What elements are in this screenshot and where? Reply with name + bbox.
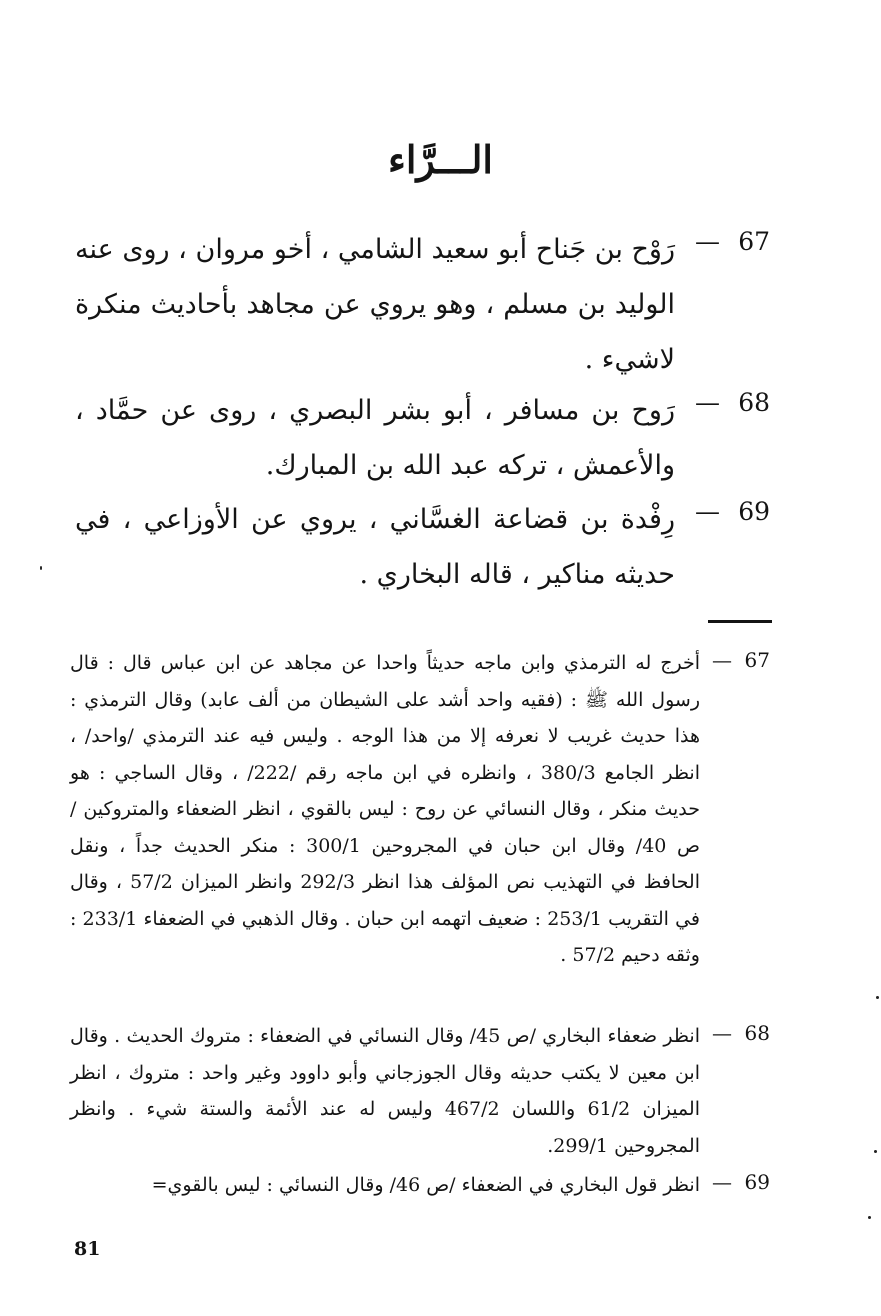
- entry-text: رَوح بن مسافر ، أبو بشر البصري ، روى عن حمَّاد ، والأعمش ، تركه عبد الله بن المبارك.: [75, 395, 675, 481]
- footnote: [70, 1167, 770, 1207]
- entry-text: رَوْح بن جَناح أبو سعيد الشامي ، أخو مروان ، روى عنه الوليد بن مسلم ، وهو يروي عن مجاهد بأحاديث منكرة لاشيء .: [75, 234, 675, 375]
- footnote-text: انظر قول البخاري في الضعفاء /ص 46/ وقال النسائي : ليس بالقوي=: [151, 1174, 700, 1196]
- entry-dash: —: [695, 497, 720, 526]
- footnote-dash: —: [712, 1170, 732, 1194]
- footnote-dash: —: [712, 1021, 732, 1045]
- entry-number: 68: [738, 388, 770, 417]
- page-number: 81: [74, 1238, 101, 1260]
- footnote: [70, 645, 770, 1020]
- entry: [70, 222, 770, 392]
- footnote-number: 69: [744, 1170, 770, 1194]
- scan-speck: [40, 566, 42, 570]
- footnote-separator: [708, 620, 772, 623]
- footnote-number: 67: [744, 648, 770, 672]
- scan-speck: [876, 996, 879, 999]
- entry-number: 67: [738, 227, 770, 256]
- footnote: [70, 1018, 770, 1168]
- footnote-dash: —: [712, 648, 732, 672]
- scan-speck: [874, 1150, 877, 1153]
- footnote-number: 68: [744, 1021, 770, 1045]
- footnote-text: انظر ضعفاء البخاري /ص 45/ وقال النسائي في الضعفاء : متروك الحديث . وقال ابن معين لا يكتب حديثه وقال الجوزجاني وأبو داوود وغير واحد : متروك ، انظر الميزان 61/2 واللسان 467/2 وليس له عند الأئمة والستة شيء . وانظر المجروحين 299/1.: [70, 1025, 700, 1157]
- entry-dash: —: [695, 227, 720, 256]
- entry: [70, 492, 770, 602]
- entry: [70, 383, 770, 493]
- scan-speck: [868, 1216, 871, 1219]
- entry-dash: —: [695, 388, 720, 417]
- footnote-text: أخرج له الترمذي وابن ماجه حديثاً واحدا عن مجاهد عن ابن عباس قال : قال رسول الله ﷺ : (فقيه واحد أشد على الشيطان من ألف عابد) وقال الترمذي : هذا حديث غريب لا نعرفه إلا من هذا الوجه . وليس فيه عند الترمذي /واحد/ ، انظر الجامع 380/3 ، وانظره في ابن ماجه رقم /222/ ، وقال الساجي : هو حديث منكر ، وقال النسائي عن روح : ليس بالقوي ، انظر الضعفاء والمتروكين /ص 40/ وقال ابن حبان في المجروحين 300/1 : منكر الحديث جداً ، ونقل الحافظ في التهذيب نص المؤلف هذا انظر 292/3 وانظر الميزان 57/2 ، وقال في التقريب 253/1 : ضعيف اتهمه ابن حبان . وقال الذهبي في الضعفاء 233/1 : وثقه دحيم 57/2 .: [70, 652, 701, 966]
- entry-text: رِفْدة بن قضاعة الغسَّاني ، يروي عن الأوزاعي ، في حديثه مناكير ، قاله البخاري .: [75, 504, 675, 590]
- entry-number: 69: [738, 497, 770, 526]
- chapter-title: الـــرَّاء: [388, 137, 493, 182]
